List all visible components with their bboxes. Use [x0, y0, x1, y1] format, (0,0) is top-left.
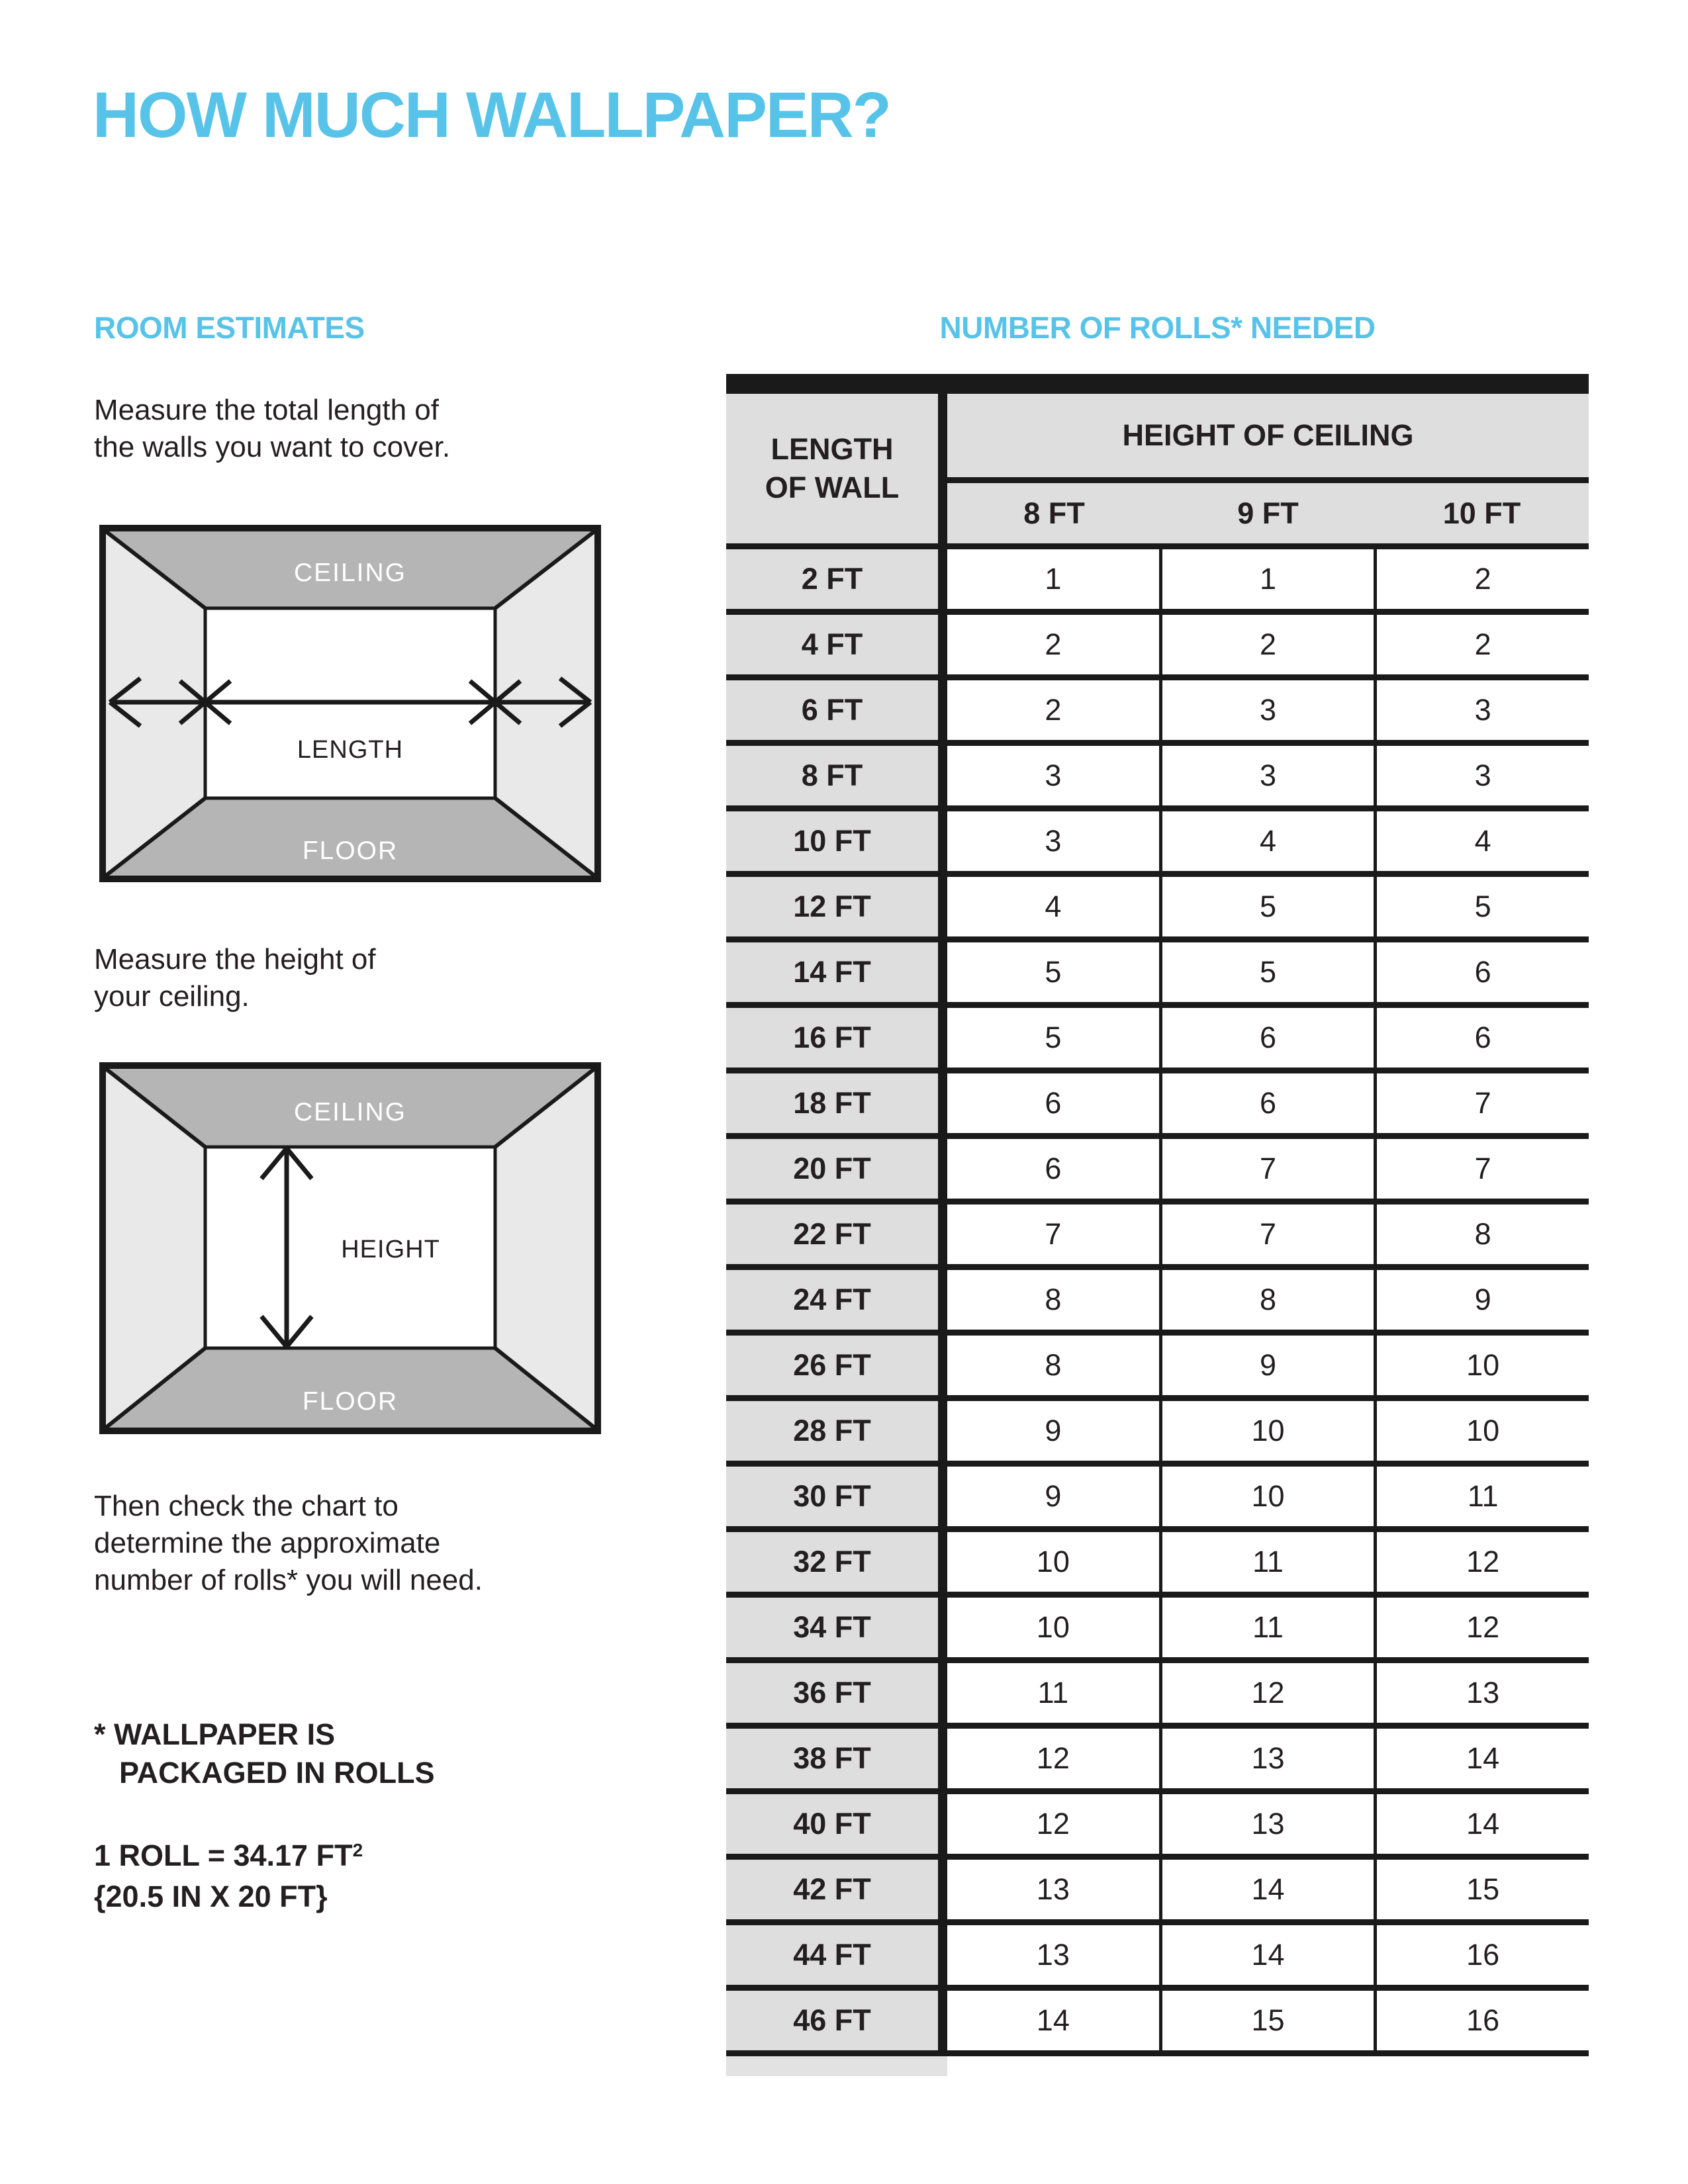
paragraph-line: Then check the chart to — [94, 1490, 399, 1522]
rolls-footnote — [94, 1715, 435, 1792]
roll-count-cell: 16 — [1374, 1925, 1589, 1985]
table-row — [726, 1008, 1589, 1073]
roll-count-cell: 10 — [1374, 1401, 1589, 1461]
roll-count-cell: 15 — [1374, 1860, 1589, 1919]
roll-count-cell: 10 — [1374, 1336, 1589, 1395]
rolls-table — [726, 374, 1589, 2076]
wall-length-label: 22 FT — [726, 1205, 947, 1264]
roll-count-cell: 7 — [1159, 1139, 1374, 1199]
wall-length-label: 46 FT — [726, 1991, 947, 2050]
roll-count-cell: 16 — [1374, 1991, 1589, 2050]
roll-count-cell: 9 — [947, 1401, 1159, 1461]
roll-count-cell: 7 — [947, 1205, 1159, 1264]
table-top-bar — [726, 374, 1589, 394]
table-row — [726, 1270, 1589, 1336]
wall-length-label: 18 FT — [726, 1073, 947, 1133]
roll-count-cell: 1 — [947, 549, 1159, 609]
roll-count-cell: 12 — [947, 1729, 1159, 1788]
table-row — [726, 1729, 1589, 1794]
measure-length-paragraph — [94, 392, 450, 466]
paragraph-line: number of rolls* you will need. — [94, 1564, 483, 1596]
wall-length-label: 20 FT — [726, 1139, 947, 1199]
roll-count-cell: 5 — [947, 1008, 1159, 1068]
table-row — [726, 680, 1589, 746]
wall-length-label: 32 FT — [726, 1532, 947, 1592]
check-chart-paragraph — [94, 1488, 483, 1599]
floor-label: FLOOR — [302, 1387, 399, 1416]
table-row — [726, 1991, 1589, 2056]
wall-length-label: 30 FT — [726, 1467, 947, 1526]
roll-count-cell: 3 — [1374, 680, 1589, 740]
roll-count-cell: 8 — [947, 1336, 1159, 1395]
roll-count-cell: 9 — [1374, 1270, 1589, 1330]
roll-size-text: 1 ROLL = 34.17 FT — [94, 1839, 353, 1872]
roll-count-cell: 9 — [1159, 1336, 1374, 1395]
ceiling-label: CEILING — [293, 559, 407, 587]
roll-size-superscript: 2 — [352, 1840, 363, 1860]
roll-count-cell: 12 — [1159, 1663, 1374, 1723]
roll-count-cell: 6 — [947, 1139, 1159, 1199]
roll-count-cell: 7 — [1159, 1205, 1374, 1264]
table-row — [726, 1139, 1589, 1205]
table-row — [726, 1925, 1589, 1991]
wall-length-label: 24 FT — [726, 1270, 947, 1330]
wall-length-label: 12 FT — [726, 877, 947, 936]
roll-count-cell: 5 — [1159, 942, 1374, 1002]
paragraph-line: Measure the height of — [94, 943, 376, 976]
wall-length-label: 2 FT — [726, 549, 947, 609]
roll-count-cell: 2 — [1374, 615, 1589, 674]
roll-count-cell: 11 — [1159, 1532, 1374, 1592]
roll-count-cell: 6 — [1159, 1073, 1374, 1133]
roll-size-line: {20.5 IN X 20 FT} — [94, 1880, 328, 1913]
roll-count-cell: 10 — [1159, 1467, 1374, 1526]
table-row — [726, 877, 1589, 942]
room-estimates-heading: ROOM ESTIMATES — [94, 310, 365, 345]
column-header-9ft: 9 FT — [1237, 496, 1299, 530]
roll-count-cell: 5 — [1159, 877, 1374, 936]
column-header-8ft: 8 FT — [1023, 496, 1085, 530]
table-row — [726, 1467, 1589, 1532]
height-dimension-label: HEIGHT — [341, 1236, 440, 1263]
roll-count-cell: 4 — [1374, 811, 1589, 871]
floor-label: FLOOR — [302, 837, 399, 865]
roll-count-cell: 10 — [1159, 1401, 1374, 1461]
length-room-diagram — [99, 525, 601, 882]
wall-length-label: 26 FT — [726, 1336, 947, 1395]
footnote-line: PACKAGED IN ROLLS — [119, 1756, 435, 1790]
table-body — [726, 549, 1589, 2056]
roll-count-cell: 2 — [1159, 615, 1374, 674]
table-row — [726, 1336, 1589, 1401]
roll-count-cell: 12 — [1374, 1598, 1589, 1657]
header-line: OF WALL — [765, 471, 900, 504]
wall-length-label: 14 FT — [726, 942, 947, 1002]
page-title: HOW MUCH WALLPAPER? — [93, 79, 890, 151]
table-row — [726, 746, 1589, 811]
roll-count-cell: 3 — [947, 746, 1159, 805]
paragraph-line: the walls you want to cover. — [94, 431, 451, 463]
roll-count-cell: 6 — [1374, 942, 1589, 1002]
ceiling-height-subheaders — [947, 483, 1589, 543]
roll-count-cell: 13 — [947, 1860, 1159, 1919]
paragraph-line: determine the approximate — [94, 1527, 441, 1559]
wall-length-label: 36 FT — [726, 1663, 947, 1723]
table-row — [726, 1794, 1589, 1860]
paragraph-line: Measure the total length of — [94, 394, 439, 426]
table-header — [726, 394, 1589, 549]
wall-length-label: 4 FT — [726, 615, 947, 674]
table-row — [726, 549, 1589, 615]
roll-count-cell: 5 — [947, 942, 1159, 1002]
roll-count-cell: 15 — [1159, 1991, 1374, 2050]
roll-count-cell: 12 — [947, 1794, 1159, 1854]
roll-count-cell: 5 — [1374, 877, 1589, 936]
roll-count-cell: 13 — [947, 1925, 1159, 1985]
roll-count-cell: 14 — [1159, 1860, 1374, 1919]
roll-count-cell: 11 — [947, 1663, 1159, 1723]
wall-length-label: 10 FT — [726, 811, 947, 871]
height-room-diagram — [99, 1062, 601, 1434]
roll-count-cell: 2 — [947, 680, 1159, 740]
roll-count-cell: 13 — [1159, 1794, 1374, 1854]
roll-count-cell: 14 — [1374, 1794, 1589, 1854]
table-row — [726, 1073, 1589, 1139]
wall-length-label: 44 FT — [726, 1925, 947, 1985]
roll-count-cell: 3 — [1159, 746, 1374, 805]
roll-count-cell: 7 — [1374, 1073, 1589, 1133]
ceiling-label: CEILING — [293, 1098, 407, 1126]
roll-count-cell: 8 — [1159, 1270, 1374, 1330]
wall-length-label: 38 FT — [726, 1729, 947, 1788]
roll-count-cell: 13 — [1159, 1729, 1374, 1788]
roll-count-cell: 13 — [1374, 1663, 1589, 1723]
roll-count-cell: 11 — [1374, 1467, 1589, 1526]
wall-length-label: 16 FT — [726, 1008, 947, 1068]
table-row — [726, 1401, 1589, 1467]
wall-length-label: 6 FT — [726, 680, 947, 740]
table-row — [726, 1860, 1589, 1925]
wall-length-label: 42 FT — [726, 1860, 947, 1919]
table-row — [726, 1663, 1589, 1729]
paragraph-line: your ceiling. — [94, 980, 250, 1013]
roll-count-cell: 4 — [947, 877, 1159, 936]
rolls-needed-heading: NUMBER OF ROLLS* NEEDED — [939, 310, 1376, 345]
table-row — [726, 1598, 1589, 1663]
roll-count-cell: 7 — [1374, 1139, 1589, 1199]
roll-count-cell: 6 — [947, 1073, 1159, 1133]
roll-count-cell: 6 — [1374, 1008, 1589, 1068]
roll-count-cell: 10 — [947, 1598, 1159, 1657]
roll-count-cell: 8 — [1374, 1205, 1589, 1264]
footnote-line: * WALLPAPER IS — [94, 1717, 336, 1751]
header-line: LENGTH — [771, 432, 894, 466]
table-row — [726, 942, 1589, 1008]
roll-count-cell: 3 — [947, 811, 1159, 871]
roll-size-info — [94, 1830, 363, 1917]
roll-count-cell: 10 — [947, 1532, 1159, 1592]
roll-count-cell: 8 — [947, 1270, 1159, 1330]
length-dimension-label: LENGTH — [297, 736, 404, 764]
ceiling-header-group — [947, 394, 1589, 543]
roll-count-cell: 14 — [947, 1991, 1159, 2050]
roll-count-cell: 14 — [1159, 1925, 1374, 1985]
roll-count-cell: 9 — [947, 1467, 1159, 1526]
length-of-wall-header — [726, 394, 947, 543]
roll-count-cell: 2 — [947, 615, 1159, 674]
wall-length-label: 34 FT — [726, 1598, 947, 1657]
height-of-ceiling-header: HEIGHT OF CEILING — [947, 394, 1589, 483]
roll-count-cell: 3 — [1374, 746, 1589, 805]
label-column-overhang — [726, 2056, 947, 2076]
measure-height-paragraph — [94, 941, 376, 1015]
wall-length-label: 40 FT — [726, 1794, 947, 1854]
roll-count-cell: 14 — [1374, 1729, 1589, 1788]
table-row — [726, 1532, 1589, 1598]
table-row — [726, 1205, 1589, 1270]
column-header-10ft: 10 FT — [1442, 496, 1521, 530]
roll-count-cell: 12 — [1374, 1532, 1589, 1592]
roll-count-cell: 2 — [1374, 549, 1589, 609]
wall-length-label: 8 FT — [726, 746, 947, 805]
roll-size-line — [94, 1830, 363, 1876]
table-row — [726, 811, 1589, 877]
roll-count-cell: 4 — [1159, 811, 1374, 871]
roll-count-cell: 11 — [1159, 1598, 1374, 1657]
roll-count-cell: 6 — [1159, 1008, 1374, 1068]
roll-count-cell: 3 — [1159, 680, 1374, 740]
table-row — [726, 615, 1589, 680]
roll-count-cell: 1 — [1159, 549, 1374, 609]
wall-length-label: 28 FT — [726, 1401, 947, 1461]
